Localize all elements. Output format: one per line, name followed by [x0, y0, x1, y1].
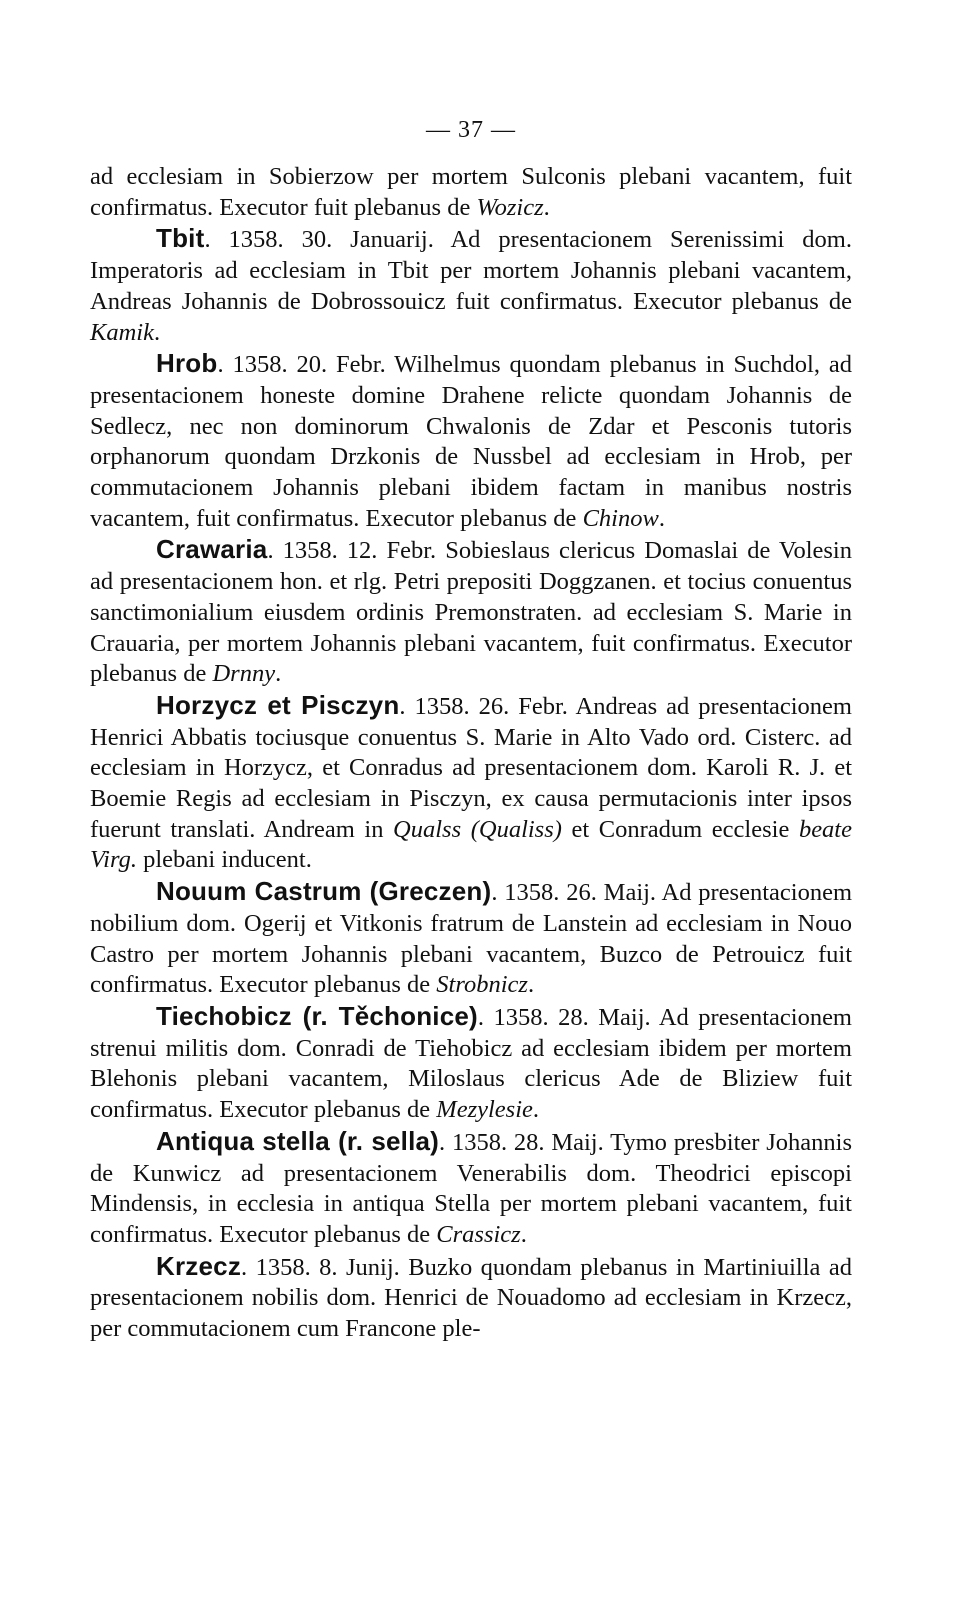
text-segment: . 1358. 8. Junij. Buzko quondam plebanus in Martiniuilla ad presentacionem nobilis dom. Henrici de Nouadomo ad ecclesiam in Krzecz, per commutacionem cum Francone ple-	[90, 1253, 852, 1343]
text-segment: . 1358. 20. Febr. Wilhelmus quondam plebanus in Suchdol, ad presentacionem honeste domine Drahene relicte quondam Johannis de Sedlecz, nec non dominorum Chwalonis de Zdar et Pesconis tutoris orphanorum quondam Drzkonis de Nussbel ad ecclesiam in Hrob, per commutacionem Johannis plebani ibidem factam in manibus nostris vacantem, fuit confirmatus. Executor plebanus de	[90, 351, 852, 532]
text-segment: .	[520, 1220, 527, 1248]
place-heading: Crawaria	[156, 534, 268, 565]
place-heading: Krzecz	[156, 1250, 242, 1281]
paragraph-crawaria	[90, 534, 852, 690]
text-segment: . 1358. 28. Maij. Ad presentacionem strenui militis dom. Conradi de Tiehobicz ad ecclesiam ibidem per mortem Blehonis plebani vacantem, Miloslaus clericus Ade de Bliziew fuit confirmatus. Executor plebanus de	[90, 1003, 852, 1124]
italic-name: Crassicz	[436, 1220, 521, 1248]
paragraph-horzycz	[90, 690, 852, 876]
text-segment: .	[153, 318, 161, 346]
place-heading: Hrob	[156, 348, 218, 379]
text-segment: .	[532, 1096, 540, 1124]
place-heading: Horzycz et Pisczyn	[156, 689, 400, 720]
italic-name: Mezylesie	[436, 1096, 533, 1124]
italic-name: Kamik	[90, 318, 154, 346]
paragraph-sobierzow-cont	[90, 162, 852, 223]
text-segment: .	[543, 193, 550, 221]
text-segment: . 1358. 28. Maij. Tymo presbiter Johannis de Kunwicz ad presentacionem Venerabilis dom. Theodrici episcopi Mindensis, in ecclesia in antiqua Stella per mortem plebani vacantem, fuit confirmatus. Executor plebanus de	[90, 1128, 852, 1248]
place-heading: Tiechobicz (r. Těchonice)	[156, 1000, 478, 1031]
text-segment: . 1358. 26. Febr. Andreas ad presentacionem Henrici Abbatis tociusque conuentus S. Marie in Alto Vado ord. Cisterc. ad ecclesiam in Horzycz, et Conradus ad presentacionem dom. Karoli R. J. et Boemie Regis ad ecclesiam in Pisczyn, ex causa permutacionis inter ipsos fuerunt translati. Andream in	[90, 692, 852, 843]
document-body	[90, 162, 852, 1345]
text-segment: . 1358. 26. Maij. Ad presentacionem nobilium dom. Ogerij et Vitkonis fratrum de Lanstein ad ecclesiam in Nouo Castro per mortem Johannis plebani vacantem, Buzco de Petrouicz fuit confirmatus. Executor plebanus de	[90, 879, 852, 999]
text-segment: . 1358. 12. Febr. Sobieslaus clericus Domaslai de Volesin ad presentacionem hon. et rlg. Petri prepositi Doggzanen. et tocius conuentus sanctimonialium eiusdem ordinis Premonstraten. ad ecclesiam S. Marie in Crauaria, per mortem Johannis plebani vacantem, fuit confirmatus. Executor plebanus de	[90, 537, 852, 688]
text-segment: .	[658, 504, 665, 532]
paragraph-tiechobicz	[90, 1001, 852, 1126]
text-segment: et Conradum ecclesie	[561, 815, 799, 843]
paragraph-hrob	[90, 348, 852, 534]
place-heading: Tbit	[156, 223, 205, 254]
text-segment: . 1358. 30. Januarij. Ad presentacionem Serenissimi dom. Imperatoris ad ecclesiam in Tbit per mortem Johannis plebani vacantem, Andreas Johannis de Dobrossouicz fuit confirmatus. Executor plebanus de	[90, 226, 852, 315]
document-page	[90, 118, 852, 1345]
page-number: — 37 —	[426, 117, 516, 143]
paragraph-krzecz	[90, 1251, 852, 1345]
italic-name: Qualss (Qualiss)	[393, 815, 562, 843]
italic-name: Wozicz	[476, 193, 544, 221]
text-segment: .	[275, 660, 282, 688]
place-heading: Antiqua stella (r. sella)	[156, 1125, 440, 1156]
paragraph-antiqua-stella	[90, 1126, 852, 1251]
italic-name: beate Virg.	[90, 815, 852, 874]
place-heading: Nouum Castrum (Greczen)	[156, 876, 492, 907]
italic-name: Strobnicz	[436, 971, 528, 999]
text-segment: ad ecclesiam in Sobierzow per mortem Sulconis plebani vacantem, fuit confirmatus. Executor fuit plebanus de	[90, 163, 852, 221]
paragraph-tbit	[90, 223, 852, 348]
text-segment: plebani inducent.	[136, 846, 312, 874]
italic-name: Drnny	[212, 660, 276, 688]
paragraph-nouum-castrum	[90, 876, 852, 1001]
italic-name: Chinow	[582, 504, 659, 532]
text-segment: .	[527, 971, 535, 999]
